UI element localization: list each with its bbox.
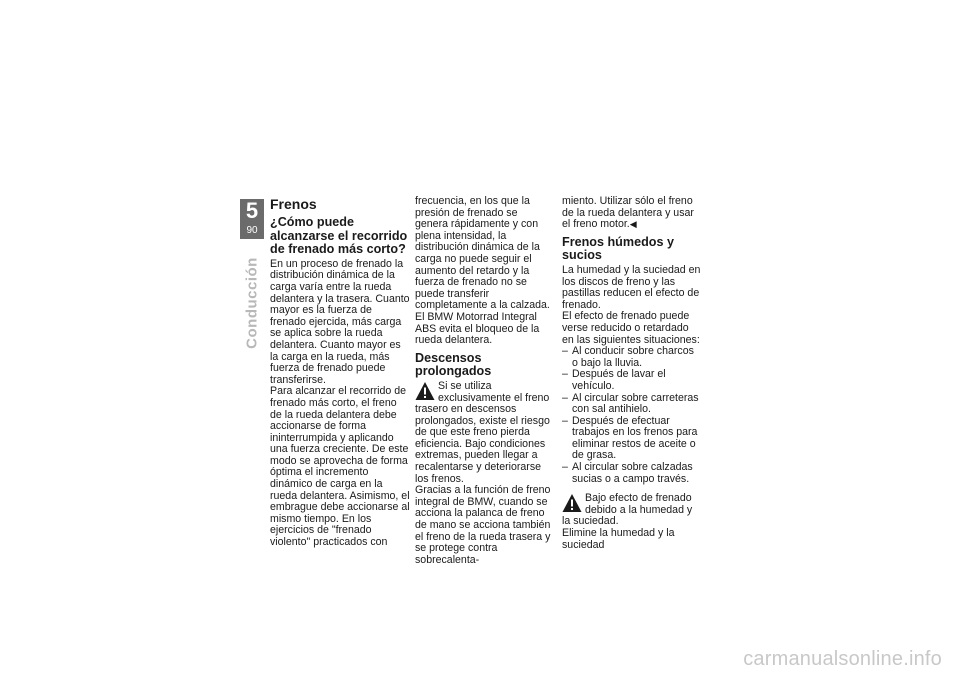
paragraph: frecuencia, en los que la presión de frenado se genera rápidamente y con plena intensidad, la distribución dinámica de la carga no puede seguir el aumento del retardo y la fuerza de frenado no se puede transferir completamente a la calzada.: [415, 195, 550, 312]
warning-icon: [562, 493, 582, 513]
paragraph: [562, 196, 702, 231]
paragraph: En un proceso de frenado la distribución dinámica de la carga varía entre la rueda delantera y la trasera. Cuanto mayor es la fuerza de frenado ejercida, más carga se aplica sobre la rueda delantera. Cuanto mayor es la carga en la rueda, más fuerza de frenado puede transferirse.: [270, 257, 410, 386]
list-item: – Después de lavar el vehículo.: [562, 368, 666, 392]
paragraph: Elimine la humedad y la suciedad: [562, 527, 675, 551]
list-item: – Al circular sobre carreteras con sal antihielo.: [562, 391, 699, 416]
paragraph: Para alcanzar el recorrido de frenado más corto, el freno de la rueda delantera debe accionarse de forma ininterrumpida y aplicando una fuerza creciente. De este modo se aprovecha de forma óptima el incremento dinámico de carga en la rueda delantera. Asimismo, el embrague debe accionarse al mismo tiempo. En los ejercicios de "frenado violento" practicados con: [270, 385, 410, 549]
chapter-title-vertical: [240, 248, 264, 358]
column-2: [415, 196, 551, 566]
paragraph: Gracias a la función de freno integral de BMW, cuando se acciona la palanca de freno de mano se acciona también el freno de la rueda trasera y se protege contra sobrecalenta-: [415, 484, 551, 566]
list-item: – Después de efectuar trabajos en los frenos para eliminar restos de aceite o de grasa.: [562, 414, 698, 462]
list-item: – Al conducir sobre charcos o bajo la lluvia.: [562, 345, 694, 369]
column-1: [270, 196, 410, 549]
subsection-title: Frenos húmedos y sucios: [562, 234, 674, 263]
end-marker-icon: ◀: [629, 219, 637, 230]
section-title: Frenos: [270, 196, 317, 212]
column-3: [562, 196, 702, 551]
page-number: 90: [246, 225, 258, 236]
paragraph-text: miento. Utilizar sólo el freno de la rueda delantera y usar el freno motor.: [562, 195, 694, 231]
warning-text: Bajo efecto de frenado debido a la humedad y la suciedad.: [562, 492, 693, 528]
subsection-title: Descensos prolongados: [415, 350, 492, 379]
paragraph: La humedad y la suciedad en los discos de freno y las pastillas reducen el efecto de frenado.: [562, 263, 701, 311]
paragraph: El efecto de frenado puede verse reducido o retardado en las siguientes situaciones:: [562, 310, 700, 346]
subsection-title: ¿Cómo puede alcanzarse el recorrido de frenado más corto?: [270, 215, 408, 257]
warning-icon: [415, 381, 435, 401]
warning-block: [415, 381, 551, 485]
warning-block: [562, 493, 702, 528]
chapter-number: 5: [245, 198, 259, 223]
paragraph: El BMW Motorrad Integral ABS evita el bloqueo de la rueda delantera.: [415, 310, 540, 347]
watermark: carmanualsonline.info: [743, 648, 942, 670]
list-item: – Al circular sobre calzadas sucias o a campo través.: [562, 461, 693, 485]
warning-text: Si se utiliza exclusivamente el freno trasero en descensos prolongados, existe el riesgo de que este freno pierda eficiencia. Bajo condiciones extremas, pueden llegar a recalentarse y deteriorarse los frenos.: [415, 379, 550, 485]
situations-list: [562, 346, 702, 485]
chapter-title: Conducción: [243, 257, 261, 349]
